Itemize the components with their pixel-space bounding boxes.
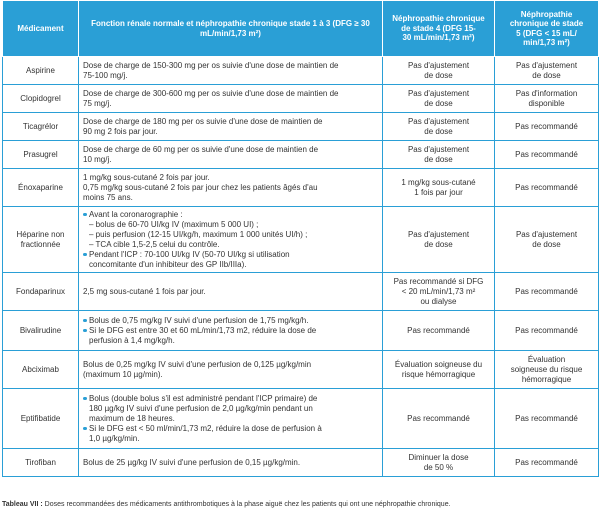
- header-stage4: Néphropathie chronique de stade 4 (DFG 15- 30 mL/min/1,73 m²): [383, 1, 495, 57]
- dose-stage4: Pas recommandé: [383, 389, 495, 449]
- dose-normal: 2,5 mg sous-cutané 1 fois par jour.: [79, 273, 383, 311]
- dose-normal: Bolus de 0,25 mg/kg IV suivi d'une perfusion de 0,125 µg/kg/min (maximum 10 µg/min).: [79, 351, 383, 389]
- dose-stage4: Pas recommandé si DFG < 20 mL/min/1,73 m² ou dialyse: [383, 273, 495, 311]
- dose-normal: 1 mg/kg sous-cutané 2 fois par jour. 0,75 mg/kg sous-cutané 2 fois par jour chez les patients âgés d'au moins 75 ans.: [79, 169, 383, 207]
- list-item: Bolus (double bolus s'il est administré pendant l'ICP primaire) de 180 µg/kg IV suivi d'une perfusion de 2,0 µg/kg/min pendant un maximum de 18 heures.: [83, 394, 378, 424]
- dose-stage4: Pas d'ajustement de dose: [383, 57, 495, 85]
- document: [2, 0, 598, 477]
- dose-stage5: Pas recommandé: [495, 311, 599, 351]
- dose-stage4: Pas d'ajustement de dose: [383, 207, 495, 273]
- table-caption: [2, 500, 598, 509]
- header-medicament: Médicament: [3, 1, 79, 57]
- table-row: [3, 449, 599, 477]
- dose-stage5: Évaluation soigneuse du risque hémorragique: [495, 351, 599, 389]
- dose-stage4: Pas d'ajustement de dose: [383, 141, 495, 169]
- table-row: [3, 169, 599, 207]
- dose-stage4: Pas d'ajustement de dose: [383, 113, 495, 141]
- dose-normal: [79, 311, 383, 351]
- dose-stage4: Pas recommandé: [383, 311, 495, 351]
- header-stage5: Néphropathie chronique de stade 5 (DFG < 15 mL/ min/1,73 m²): [495, 1, 599, 57]
- table-row: [3, 85, 599, 113]
- dose-stage5: Pas d'ajustement de dose: [495, 207, 599, 273]
- table-row: [3, 57, 599, 85]
- dose-normal: Dose de charge de 60 mg per os suivie d'une dose de maintien de 10 mg/j.: [79, 141, 383, 169]
- bullet-list: [83, 316, 378, 346]
- dose-normal: [79, 207, 383, 273]
- drug-name: Énoxaparine: [3, 169, 79, 207]
- dose-stage5: Pas recommandé: [495, 449, 599, 477]
- drug-name: Eptifibatide: [3, 389, 79, 449]
- caption-text: Doses recommandées des médicaments antithrombotiques à la phase aiguë chez les patients qui ont une néphropathie chronique.: [42, 501, 451, 508]
- table-row: [3, 113, 599, 141]
- drug-name: Bivalirudine: [3, 311, 79, 351]
- list-item: Pendant l'ICP : 70-100 UI/kg IV (50-70 UI/kg si utilisation concomitante d'un inhibiteur des GP IIb/IIIa).: [83, 250, 378, 270]
- table-row: [3, 311, 599, 351]
- header-normal-function: Fonction rénale normale et néphropathie chronique stade 1 à 3 (DFG ≥ 30 mL/min/1,73 m²): [79, 1, 383, 57]
- dose-stage4: Évaluation soigneuse du risque hémorragique: [383, 351, 495, 389]
- list-item: Bolus de 0,75 mg/kg IV suivi d'une perfusion de 1,75 mg/kg/h.: [83, 316, 378, 326]
- list-item: Si le DFG est entre 30 et 60 mL/min/1,73 m2, réduire la dose de perfusion à 1,4 mg/kg/h.: [83, 326, 378, 346]
- table-row: [3, 141, 599, 169]
- bullet-list: [83, 210, 378, 270]
- list-item: Si le DFG est < 50 ml/min/1,73 m2, réduire la dose de perfusion à 1,0 µg/kg/min.: [83, 424, 378, 444]
- table-row: [3, 207, 599, 273]
- header-row: [3, 1, 599, 57]
- doses-table: [2, 0, 599, 477]
- dose-stage5: Pas recommandé: [495, 273, 599, 311]
- drug-name: Prasugrel: [3, 141, 79, 169]
- list-item: Avant la coronarographie : – bolus de 60-70 UI/kg IV (maximum 5 000 UI) ; – puis perfusion (12-15 UI/kg/h, maximum 1 000 unités UI/h) ; – TCA cible 1,5-2,5 celui du contrôle.: [83, 210, 378, 250]
- dose-stage5: Pas recommandé: [495, 169, 599, 207]
- dose-normal: Dose de charge de 150-300 mg per os suivie d'une dose de maintien de 75-100 mg/j.: [79, 57, 383, 85]
- dose-normal: Dose de charge de 300-600 mg per os suivie d'une dose de maintien de 75 mg/j.: [79, 85, 383, 113]
- bullet-list: [83, 394, 378, 444]
- drug-name: Fondaparinux: [3, 273, 79, 311]
- table-row: [3, 273, 599, 311]
- dose-stage5: Pas recommandé: [495, 141, 599, 169]
- dose-stage4: 1 mg/kg sous-cutané 1 fois par jour: [383, 169, 495, 207]
- dose-stage5: Pas recommandé: [495, 113, 599, 141]
- dose-normal: [79, 389, 383, 449]
- table-row: [3, 351, 599, 389]
- dose-stage4: Pas d'ajustement de dose: [383, 85, 495, 113]
- drug-name: Clopidogrel: [3, 85, 79, 113]
- table-row: [3, 389, 599, 449]
- dose-stage5: Pas recommandé: [495, 389, 599, 449]
- dose-stage5: Pas d'information disponible: [495, 85, 599, 113]
- drug-name: Ticagrélor: [3, 113, 79, 141]
- drug-name: Héparine non fractionnée: [3, 207, 79, 273]
- dose-normal: Bolus de 25 µg/kg IV suivi d'une perfusion de 0,15 µg/kg/min.: [79, 449, 383, 477]
- dose-stage5: Pas d'ajustement de dose: [495, 57, 599, 85]
- drug-name: Aspirine: [3, 57, 79, 85]
- drug-name: Abciximab: [3, 351, 79, 389]
- drug-name: Tirofiban: [3, 449, 79, 477]
- dose-stage4: Diminuer la dose de 50 %: [383, 449, 495, 477]
- caption-label: Tableau VII :: [2, 501, 43, 508]
- dose-normal: Dose de charge de 180 mg per os suivie d'une dose de maintien de 90 mg 2 fois par jour.: [79, 113, 383, 141]
